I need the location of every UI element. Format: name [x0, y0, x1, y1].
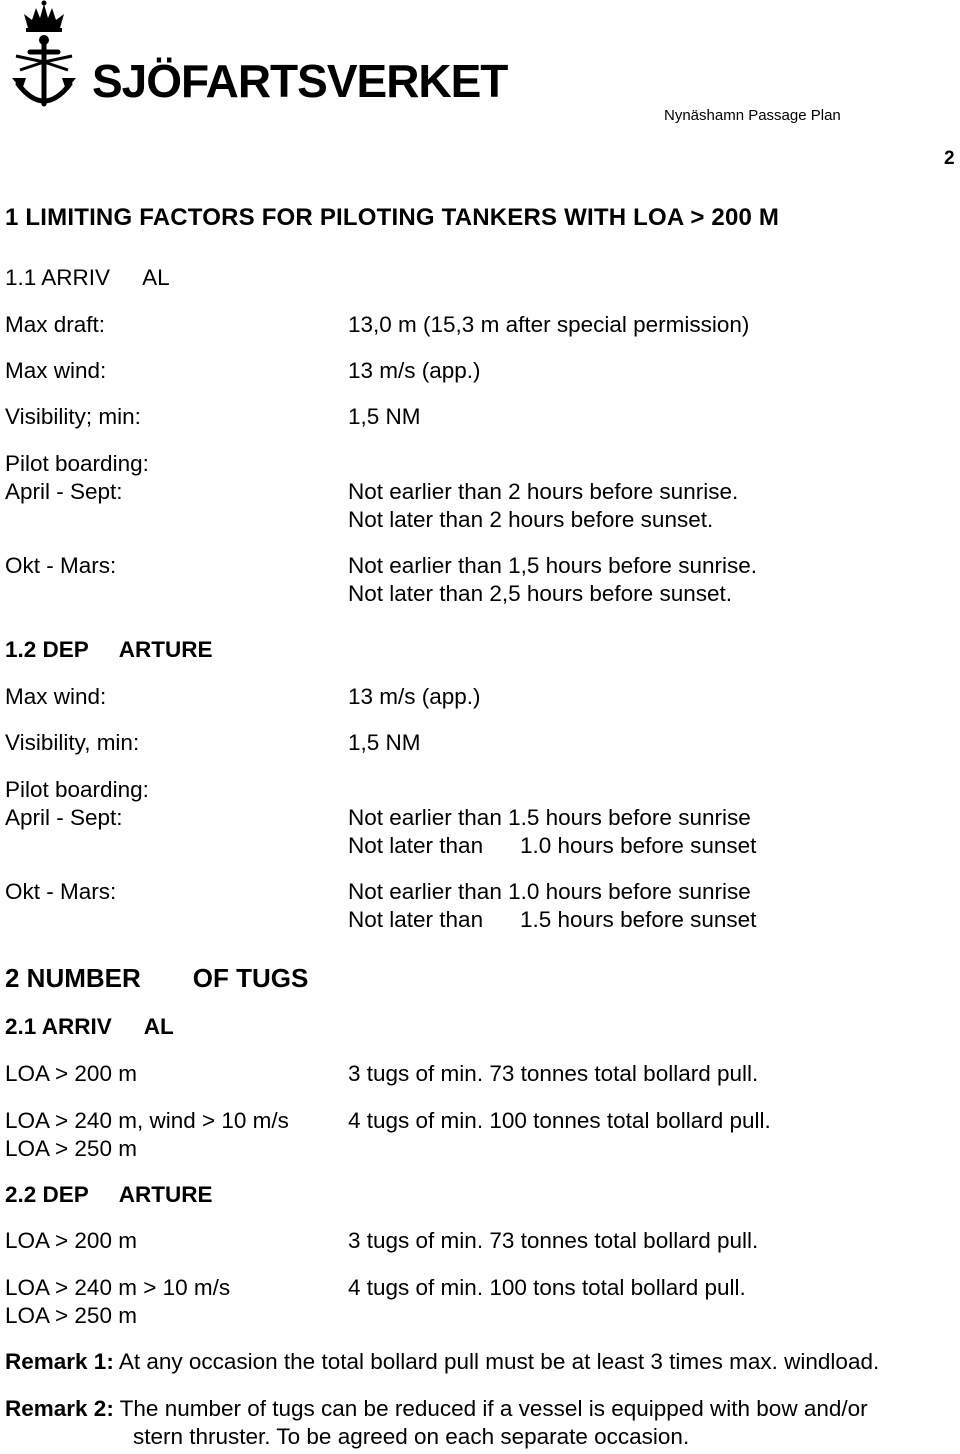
dep-okt-line-2b: 1.5 hours before sunset [520, 907, 757, 932]
remark-1: Remark 1: At any occasion the total bollard pull must be at least 3 times max. windload. [5, 1349, 880, 1374]
arr-value-max-draft: 13,0 m (15,3 m after special permission) [348, 312, 750, 337]
arr-label-max-draft: Max draft: [5, 312, 106, 337]
tugs-departure-heading: 2.2 DEP ARTURE [5, 1182, 213, 1207]
section-1-title: 1 LIMITING FACTORS FOR PILOTING TANKERS WITH LOA > 200 M [5, 204, 780, 231]
arr-label-visibility: Visibility; min: [5, 404, 141, 429]
tugs-dep-value-2: 4 tugs of min. 100 tons total bollard pull. [348, 1275, 746, 1300]
arr-april-line-1: Not earlier than 2 hours before sunrise. [348, 479, 739, 504]
dep-value-max-wind: 13 m/s (app.) [348, 684, 481, 709]
arr-okt-line-1: Not earlier than 1,5 hours before sunrise. [348, 553, 757, 578]
arr-value-visibility: 1,5 NM [348, 404, 421, 429]
tugs-arr-value-2: 4 tugs of min. 100 tonnes total bollard pull. [348, 1108, 771, 1133]
dep-april-line-2b: 1.0 hours before sunset [520, 833, 757, 858]
tugs-arr-value-1: 3 tugs of min. 73 tonnes total bollard pull. [348, 1061, 759, 1086]
remark-2-continued: stern thruster. To be agreed on each separate occasion. [133, 1424, 690, 1449]
tugs-arrival-heading: 2.1 ARRIV AL [5, 1014, 174, 1039]
logo-text: SJÖFARTSVERKET [92, 55, 508, 107]
sjofartsverket-logo [8, 0, 508, 120]
dep-value-visibility: 1,5 NM [348, 730, 421, 755]
dep-label-pilot-boarding: Pilot boarding: [5, 777, 149, 802]
tugs-arr-label-2b: LOA > 250 m [5, 1136, 137, 1161]
dep-label-okt-mars: Okt - Mars: [5, 879, 117, 904]
header-title: Nynäshamn Passage Plan [664, 107, 841, 124]
tugs-dep-label-2a: LOA > 240 m > 10 m/s [5, 1275, 231, 1300]
tugs-dep-label-2b: LOA > 250 m [5, 1303, 137, 1328]
dep-april-line-2a: Not later than [348, 833, 484, 858]
arr-april-line-2: Not later than 2 hours before sunset. [348, 507, 714, 532]
tugs-arr-label-2a: LOA > 240 m, wind > 10 m/s [5, 1108, 289, 1133]
dep-april-line-1: Not earlier than 1.5 hours before sunrise [348, 805, 751, 830]
arr-label-april-sept: April - Sept: [5, 479, 123, 504]
arr-value-max-wind: 13 m/s (app.) [348, 358, 481, 383]
tugs-dep-value-1: 3 tugs of min. 73 tonnes total bollard pull. [348, 1228, 759, 1253]
dep-label-max-wind: Max wind: [5, 684, 107, 709]
departure-heading: 1.2 DEP ARTURE [5, 637, 213, 662]
arr-label-okt-mars: Okt - Mars: [5, 553, 117, 578]
remark-2: Remark 2: The number of tugs can be reduced if a vessel is equipped with bow and/or [5, 1396, 868, 1421]
dep-okt-line-1: Not earlier than 1.0 hours before sunrise [348, 879, 751, 904]
dep-okt-line-2a: Not later than [348, 907, 484, 932]
arrival-heading: 1.1 ARRIV AL [5, 265, 170, 290]
tugs-arr-label-1: LOA > 200 m [5, 1061, 137, 1086]
section-2-title: 2 NUMBER OF TUGS [5, 963, 309, 993]
tugs-dep-label-1: LOA > 200 m [5, 1228, 137, 1253]
arr-label-max-wind: Max wind: [5, 358, 107, 383]
arr-okt-line-2: Not later than 2,5 hours before sunset. [348, 581, 732, 606]
dep-label-visibility: Visibility, min: [5, 730, 140, 755]
arr-label-pilot-boarding: Pilot boarding: [5, 451, 149, 476]
dep-label-april-sept: April - Sept: [5, 805, 123, 830]
page-number: 2 [944, 148, 955, 169]
